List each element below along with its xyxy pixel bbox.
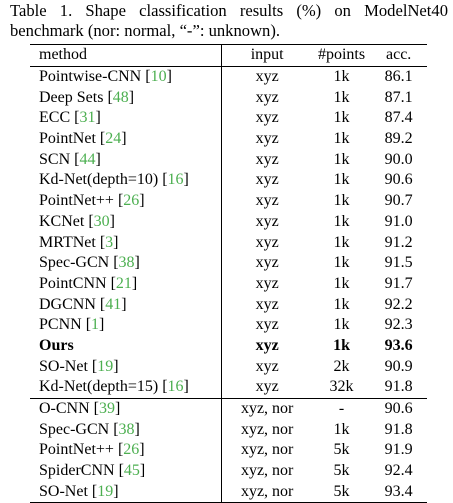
cell-method: MRTNet [3] bbox=[39, 233, 119, 251]
table-row bbox=[30, 274, 427, 295]
cell-acc: 90.6 bbox=[384, 400, 413, 418]
table-row bbox=[30, 87, 427, 108]
method-name: Deep Sets bbox=[39, 88, 104, 106]
cell-input: xyz bbox=[221, 66, 313, 87]
cell-method: PCNN [1] bbox=[39, 316, 105, 334]
cell-method: KCNet [30] bbox=[39, 212, 115, 230]
cell-points: 1k bbox=[333, 130, 350, 148]
method-name: ECC bbox=[39, 109, 71, 127]
cell-acc: 90.6 bbox=[384, 171, 413, 189]
method-name: Spec-GCN bbox=[39, 254, 110, 272]
cell-acc: 91.8 bbox=[384, 420, 413, 438]
cell-input: xyz bbox=[221, 129, 313, 150]
table-row bbox=[30, 377, 427, 398]
cell-method bbox=[30, 336, 221, 357]
cell-acc: 92.3 bbox=[384, 316, 413, 334]
cell-points: 1k bbox=[333, 192, 350, 210]
cell-points: 1k bbox=[333, 316, 350, 334]
cell-method: PointNet++ [26] bbox=[39, 441, 145, 459]
table-row bbox=[30, 294, 427, 315]
table-body bbox=[30, 66, 427, 502]
method-name: KCNet bbox=[39, 212, 85, 230]
table-row bbox=[30, 419, 427, 440]
cell-acc: 93.6 bbox=[384, 336, 413, 354]
citation-link[interactable]: 39 bbox=[99, 400, 115, 418]
table-row bbox=[30, 191, 427, 212]
method-name: PointNet++ bbox=[39, 192, 114, 210]
cell-method: PointCNN [21] bbox=[39, 274, 138, 292]
cell-input: xyz, nor bbox=[221, 419, 313, 440]
cell-input: xyz bbox=[221, 87, 313, 108]
cell-points: 5k bbox=[333, 441, 350, 459]
cell-acc: 91.5 bbox=[384, 254, 413, 272]
method-name: Kd-Net(depth=15) bbox=[39, 378, 159, 396]
method-name: Spec-GCN bbox=[39, 420, 110, 438]
cell-points: 1k bbox=[333, 88, 350, 106]
cell-points: 5k bbox=[333, 482, 350, 500]
method-name: O-CNN bbox=[39, 400, 90, 418]
table-row bbox=[30, 212, 427, 233]
cell-input: xyz bbox=[221, 212, 313, 233]
citation-link[interactable]: 38 bbox=[118, 420, 135, 438]
citation-link[interactable]: 16 bbox=[167, 171, 184, 189]
cell-input: xyz bbox=[221, 274, 313, 295]
citation-link[interactable]: 38 bbox=[118, 254, 135, 272]
cell-method: SpiderCNN [45] bbox=[39, 462, 146, 480]
cell-method: DGCNN [41] bbox=[39, 295, 127, 313]
method-name: SO-Net bbox=[39, 357, 88, 375]
cell-method: Spec-GCN [38] bbox=[39, 420, 140, 438]
cell-acc: 91.2 bbox=[384, 233, 413, 251]
cell-acc: 90.7 bbox=[384, 192, 413, 210]
method-name: PointCNN bbox=[39, 274, 107, 292]
table-row bbox=[30, 336, 427, 357]
cell-input: xyz bbox=[221, 315, 313, 336]
cell-acc: 90.0 bbox=[384, 150, 413, 168]
citation-link[interactable]: 30 bbox=[93, 212, 110, 230]
table-row bbox=[30, 253, 427, 274]
cell-points: 1k bbox=[333, 336, 350, 354]
cell-input: xyz bbox=[221, 356, 313, 377]
table-row bbox=[30, 108, 427, 129]
cell-method: Kd-Net(depth=15) [16] bbox=[39, 378, 189, 396]
table-row bbox=[30, 481, 427, 502]
cell-points: 1k bbox=[333, 420, 350, 438]
cell-points: 1k bbox=[333, 295, 350, 313]
method-name: Ours bbox=[39, 336, 74, 354]
method-name: SO-Net bbox=[39, 482, 88, 500]
cell-acc: 91.9 bbox=[384, 441, 413, 459]
cell-acc: 92.4 bbox=[384, 462, 413, 480]
cell-method: Kd-Net(depth=10) [16] bbox=[39, 171, 189, 189]
header-input: input bbox=[221, 45, 313, 67]
citation-link[interactable]: 26 bbox=[123, 192, 140, 210]
citation-link[interactable]: 10 bbox=[150, 68, 167, 86]
cell-input: xyz, nor bbox=[221, 481, 313, 502]
citation-link[interactable]: 21 bbox=[115, 274, 132, 292]
header-points: #points bbox=[317, 46, 366, 64]
cell-input: xyz bbox=[221, 149, 313, 170]
table-row bbox=[30, 440, 427, 461]
cell-input: xyz bbox=[221, 336, 313, 357]
cell-method: SO-Net [19] bbox=[39, 482, 119, 500]
cell-method: O-CNN [39] bbox=[39, 400, 121, 418]
method-name: PointNet bbox=[39, 130, 96, 148]
cell-points: 1k bbox=[333, 171, 350, 189]
cell-method: SO-Net [19] bbox=[39, 357, 119, 375]
table-row bbox=[30, 66, 427, 87]
method-name: Pointwise-CNN bbox=[39, 68, 142, 86]
cell-acc: 91.8 bbox=[384, 378, 413, 396]
cell-input: xyz, nor bbox=[221, 461, 313, 482]
method-name: PointNet++ bbox=[39, 441, 114, 459]
cell-input: xyz bbox=[221, 108, 313, 129]
cell-points: 5k bbox=[333, 462, 350, 480]
cell-input: xyz, nor bbox=[221, 398, 313, 419]
cell-method: Spec-GCN [38] bbox=[39, 254, 140, 272]
header-method: method bbox=[39, 46, 87, 64]
citation-link[interactable]: 26 bbox=[123, 441, 140, 459]
cell-input: xyz bbox=[221, 232, 313, 253]
method-name: SCN bbox=[39, 150, 71, 168]
table-row bbox=[30, 232, 427, 253]
table-row bbox=[30, 149, 427, 170]
cell-method: PointNet [24] bbox=[39, 130, 127, 148]
cell-input: xyz bbox=[221, 253, 313, 274]
cell-acc: 92.2 bbox=[384, 295, 413, 313]
cell-acc: 87.4 bbox=[384, 109, 413, 127]
cell-method: PointNet++ [26] bbox=[39, 192, 145, 210]
cell-acc: 86.1 bbox=[384, 68, 413, 86]
cell-input: xyz bbox=[221, 170, 313, 191]
cell-acc: 93.4 bbox=[384, 482, 413, 500]
cell-points: 1k bbox=[333, 212, 350, 230]
cell-points: 32k bbox=[329, 378, 354, 396]
citation-link[interactable]: 44 bbox=[79, 150, 96, 168]
cell-points: - bbox=[338, 400, 345, 418]
table-row bbox=[30, 315, 427, 336]
table-row bbox=[30, 129, 427, 150]
cell-input: xyz bbox=[221, 294, 313, 315]
cell-acc: 89.2 bbox=[384, 130, 413, 148]
method-name: PCNN bbox=[39, 316, 82, 334]
citation-link[interactable]: 45 bbox=[123, 462, 140, 480]
citation-link[interactable]: 41 bbox=[105, 295, 122, 313]
cell-points: 1k bbox=[333, 150, 350, 168]
cell-points: 1k bbox=[333, 233, 350, 251]
table-row bbox=[30, 356, 427, 377]
header-acc: acc. bbox=[385, 46, 412, 64]
results-table bbox=[30, 44, 427, 503]
method-name: Kd-Net(depth=10) bbox=[39, 171, 159, 189]
citation-link[interactable]: 1 bbox=[91, 316, 100, 334]
citation-link[interactable]: 48 bbox=[112, 88, 129, 106]
cell-points: 1k bbox=[333, 274, 350, 292]
cell-input: xyz bbox=[221, 191, 313, 212]
cell-acc: 90.9 bbox=[384, 357, 413, 375]
cell-method: ECC [31] bbox=[39, 109, 101, 127]
cell-points: 1k bbox=[333, 68, 350, 86]
table-row bbox=[30, 170, 427, 191]
cell-acc: 91.7 bbox=[384, 274, 413, 292]
cell-method: SCN [44] bbox=[39, 150, 101, 168]
table-caption: Table 1. Shape classification results (%) on ModelNet40 benchmark (nor: normal, “-”: unknown). bbox=[10, 1, 448, 40]
cell-acc: 91.0 bbox=[384, 212, 413, 230]
table-row bbox=[30, 461, 427, 482]
citation-link[interactable]: 24 bbox=[105, 130, 122, 148]
cell-input: xyz, nor bbox=[221, 440, 313, 461]
citation-link[interactable]: 19 bbox=[97, 357, 114, 375]
table-row bbox=[30, 398, 427, 419]
method-name: SpiderCNN bbox=[39, 462, 115, 480]
citation-link[interactable]: 19 bbox=[97, 482, 114, 500]
method-name: MRTNet bbox=[39, 233, 96, 251]
cell-input: xyz bbox=[221, 377, 313, 398]
cell-points: 1k bbox=[333, 254, 350, 272]
header-row bbox=[30, 45, 427, 67]
method-name: DGCNN bbox=[39, 295, 96, 313]
cell-points: 1k bbox=[333, 109, 350, 127]
cell-points: 2k bbox=[333, 357, 350, 375]
cell-acc: 87.1 bbox=[384, 88, 413, 106]
citation-link[interactable]: 3 bbox=[105, 233, 114, 251]
citation-link[interactable]: 16 bbox=[167, 378, 184, 396]
cell-method: Pointwise-CNN [10] bbox=[39, 68, 172, 86]
citation-link[interactable]: 31 bbox=[79, 109, 96, 127]
cell-method: Deep Sets [48] bbox=[39, 88, 135, 106]
